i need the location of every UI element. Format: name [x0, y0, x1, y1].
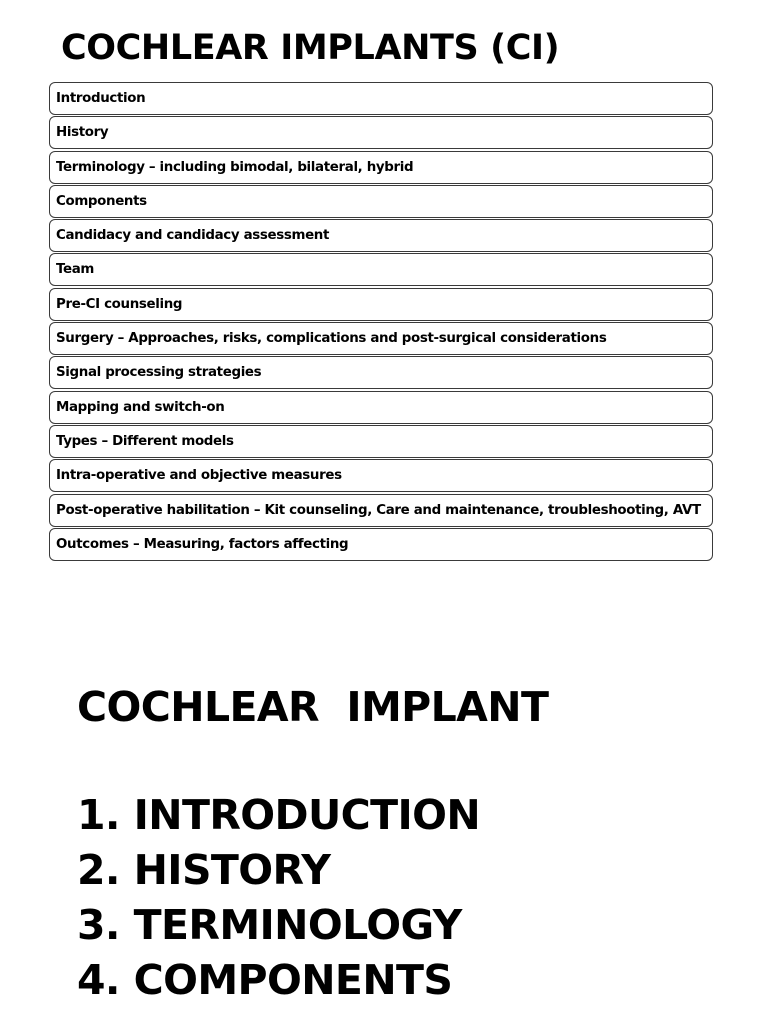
outline-item-components: 4. COMPONENTS	[77, 956, 453, 1004]
topic-list	[49, 82, 713, 562]
topic-item-terminology: Terminology – including bimodal, bilateral, hybrid	[49, 151, 713, 184]
topic-item-history: History	[49, 116, 713, 149]
section-heading: COCHLEAR IMPLANT	[77, 683, 549, 731]
topic-item-surgery: Surgery – Approaches, risks, complications and post-surgical considerations	[49, 322, 713, 355]
topic-item-types: Types – Different models	[49, 425, 713, 458]
topic-item-team: Team	[49, 253, 713, 286]
outline-item-terminology: 3. TERMINOLOGY	[77, 901, 462, 949]
topic-item-introduction: Introduction	[49, 82, 713, 115]
topic-item-signal-processing: Signal processing strategies	[49, 356, 713, 389]
topic-item-outcomes: Outcomes – Measuring, factors affecting	[49, 528, 713, 561]
topic-item-mapping: Mapping and switch-on	[49, 391, 713, 424]
slide-title: COCHLEAR IMPLANTS (CI)	[61, 28, 560, 68]
outline-list	[77, 788, 480, 1008]
outline-item-introduction: 1. INTRODUCTION	[77, 791, 481, 839]
topic-item-intra-operative: Intra-operative and objective measures	[49, 459, 713, 492]
topic-item-components: Components	[49, 185, 713, 218]
topic-item-pre-ci-counseling: Pre-CI counseling	[49, 288, 713, 321]
outline-item-history: 2. HISTORY	[77, 846, 331, 894]
topic-item-post-operative: Post-operative habilitation – Kit counseling, Care and maintenance, troubleshooting, AVT	[49, 494, 713, 527]
topic-item-candidacy: Candidacy and candidacy assessment	[49, 219, 713, 252]
